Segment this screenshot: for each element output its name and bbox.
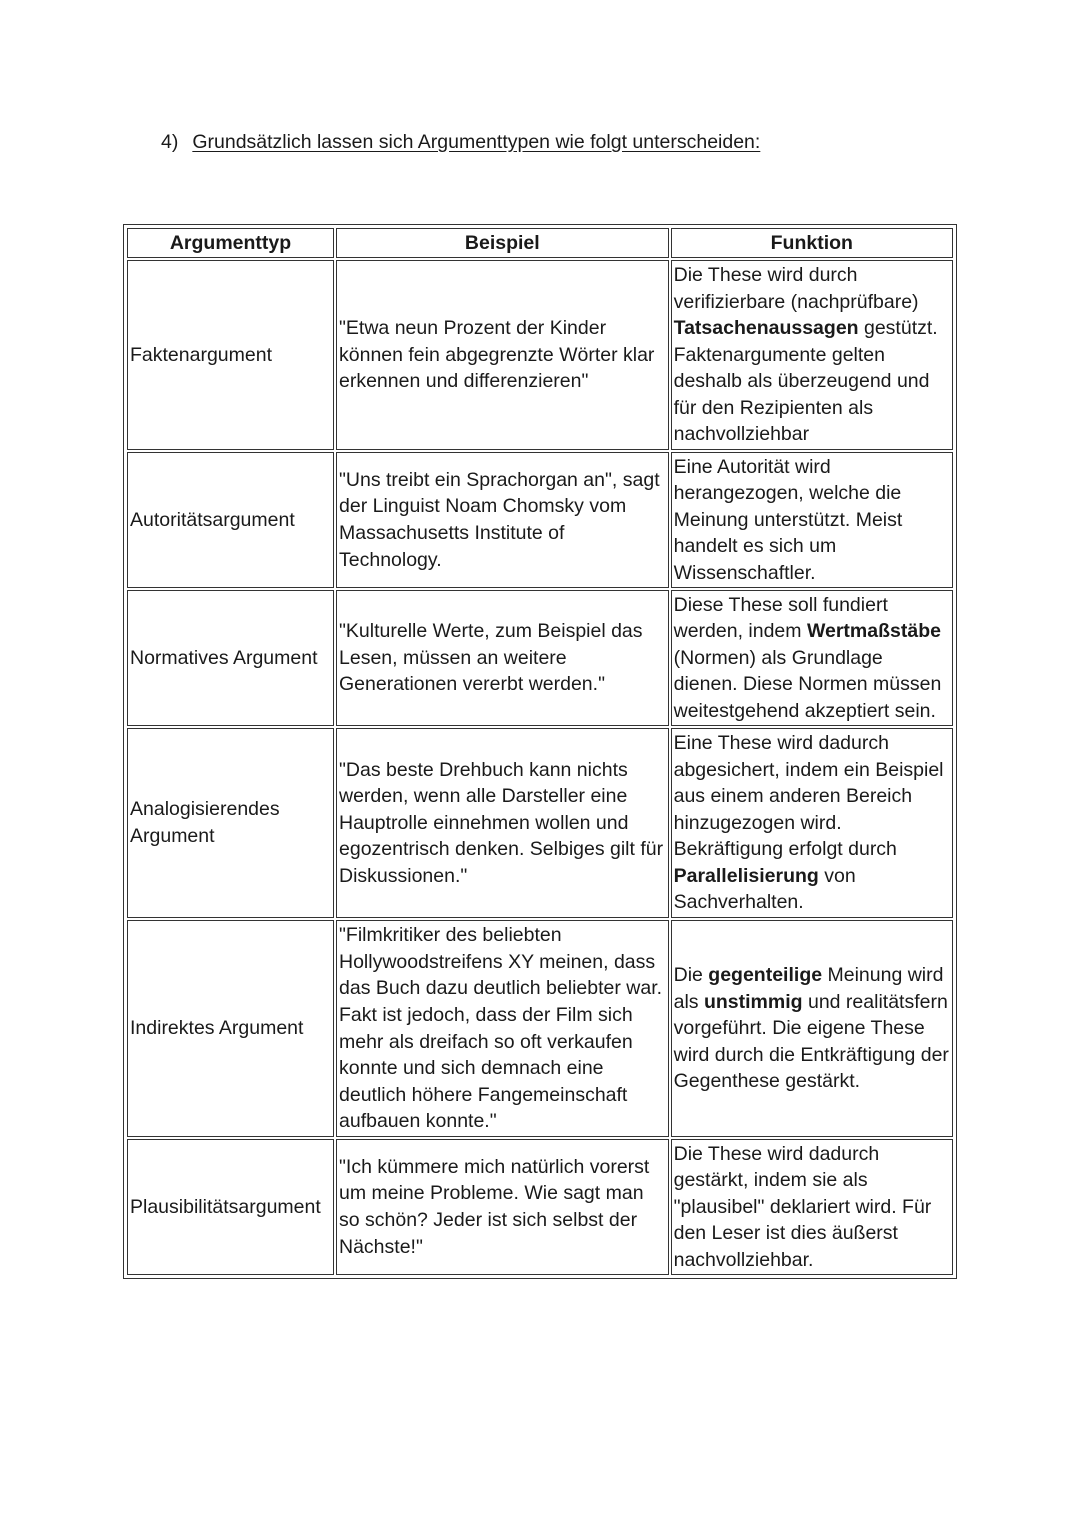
table-row xyxy=(127,728,953,918)
cell-example: "Filmkritiker des beliebten Hollywoodstreifens XY meinen, dass das Buch dazu deutlich beliebter war. Fakt ist jedoch, dass der Film sich mehr als dreifach so oft verkaufen konnte und sich demnach eine deutlich höhere Fangemeinschaft aufbauen konnte." xyxy=(336,920,669,1137)
cell-example: "Uns treibt ein Sprachorgan an", sagt der Linguist Noam Chomsky vom Massachusetts Institute of Technology. xyxy=(336,452,669,588)
function-bold-text: unstimmig xyxy=(703,990,803,1013)
cell-example: "Das beste Drehbuch kann nichts werden, wenn alle Darsteller eine Hauptrolle einnehmen wollen und egozentrisch denken. Selbiges gilt für Diskussionen." xyxy=(336,728,669,918)
function-text: Meinung wird als xyxy=(673,964,944,1013)
header-beispiel: Beispiel xyxy=(336,228,669,258)
cell-function xyxy=(671,452,953,588)
function-text: Die xyxy=(673,964,709,987)
function-text: Eine Autorität wird herangezogen, welche die Meinung unterstützt. Meist handelt es sich um Wissenschaftler. xyxy=(673,455,903,584)
function-text: Eine These wird dadurch abgesichert, indem ein Beispiel aus einem anderen Bereich hinzugezogen wird. Bekräftigung erfolgt durch xyxy=(673,731,944,861)
table-row xyxy=(127,452,953,588)
function-text: Diese These soll fundiert werden, indem xyxy=(673,593,888,643)
table-row xyxy=(127,1139,953,1275)
section-heading xyxy=(161,128,760,156)
cell-example: "Etwa neun Prozent der Kinder können fein abgegrenzte Wörter klar erkennen und differenzieren" xyxy=(336,260,669,450)
cell-function xyxy=(671,260,953,450)
function-bold-text: Parallelisierung xyxy=(673,864,819,887)
table-row xyxy=(127,260,953,450)
cell-function xyxy=(671,920,953,1137)
function-text: gestützt. Faktenargumente gelten deshalb als überzeugend und für den Rezipienten als nachvollziehbar xyxy=(673,317,938,446)
function-text: und realitätsfern vorgeführt. Die eigene These wird durch die Entkräftigung der Gegenthese gestärkt. xyxy=(673,990,949,1093)
cell-function xyxy=(671,1139,953,1275)
table-row xyxy=(127,920,953,1137)
cell-type: Analogisierendes Argument xyxy=(127,728,334,918)
cell-function xyxy=(671,590,953,726)
cell-type: Indirektes Argument xyxy=(127,920,334,1137)
function-bold-text: Tatsachenaussagen xyxy=(673,317,859,340)
heading-text: Grundsätzlich lassen sich Argumenttypen wie folgt unterscheiden: xyxy=(192,131,761,153)
function-bold-text: gegenteilige xyxy=(708,964,823,987)
table-row xyxy=(127,590,953,726)
function-text: Die These wird dadurch gestärkt, indem sie als "plausibel" deklariert wird. Für den Leser ist dies äußerst nachvollziehbar. xyxy=(673,1142,932,1271)
cell-type: Plausibilitätsargument xyxy=(127,1139,334,1275)
header-funktion: Funktion xyxy=(671,228,953,258)
function-text: von Sachverhalten. xyxy=(673,864,856,914)
argument-types-table-frame xyxy=(123,224,957,1279)
table-header-row xyxy=(127,228,953,258)
argument-types-table xyxy=(125,226,955,1277)
cell-example: "Kulturelle Werte, zum Beispiel das Lesen, müssen an weitere Generationen vererbt werden." xyxy=(336,590,669,726)
function-text: Die These wird durch verifizierbare (nachprüfbare) xyxy=(673,263,919,313)
cell-type: Autoritätsargument xyxy=(127,452,334,588)
function-bold-text: Wertmaßstäbe xyxy=(806,620,941,643)
cell-example: "Ich kümmere mich natürlich vorerst um meine Probleme. Wie sagt man so schön? Jeder ist sich selbst der Nächste!" xyxy=(336,1139,669,1275)
header-argumenttyp: Argumenttyp xyxy=(127,228,334,258)
function-text: (Normen) als Grundlage dienen. Diese Normen müssen weitestgehend akzeptiert sein. xyxy=(673,646,942,722)
cell-type: Faktenargument xyxy=(127,260,334,450)
cell-function xyxy=(671,728,953,918)
heading-number: 4) xyxy=(161,131,179,153)
cell-type: Normatives Argument xyxy=(127,590,334,726)
